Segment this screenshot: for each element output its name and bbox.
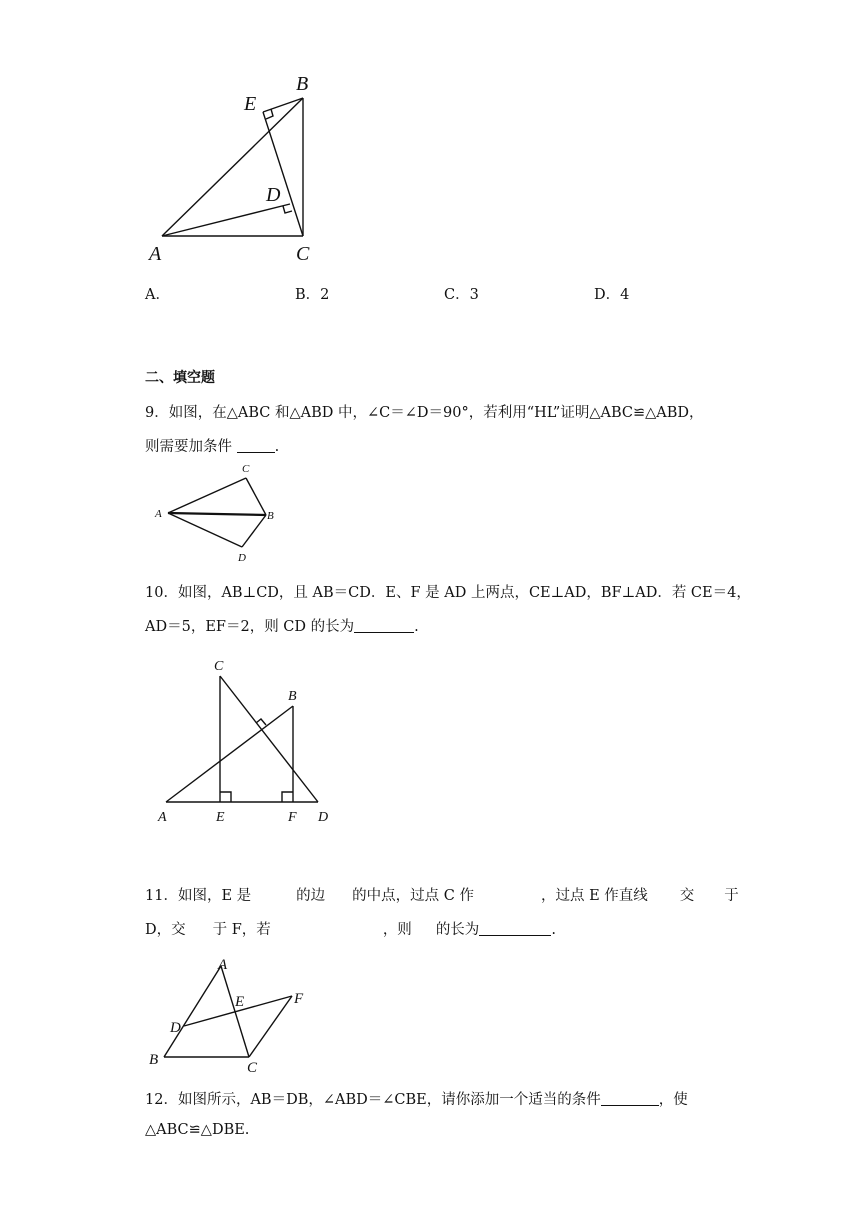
segment-CB [246,478,266,515]
q11-figure [140,950,340,1075]
q11-part-2: 的边 [296,888,326,904]
q10-label-E: E [216,810,225,825]
q11-text-line1 [145,884,739,905]
q9-line2-prefix: 则需要加条件 [145,439,237,455]
q9-label-C: C [242,463,250,475]
q9-answer-blank[interactable] [237,438,275,453]
q10-text-line1: 10．如图，AB⊥CD，且 AB＝CD．E、F 是 AD 上两点，CE⊥AD，BF⊥AD．若 CE＝4， [145,585,751,601]
q12-line1-prefix: 12．如图所示，AB＝DB，∠ABD＝∠CBE，请你添加一个适当的条件 [145,1092,601,1108]
q11-label-C: C [247,1060,258,1076]
q8-label-E: E [244,93,257,115]
q9-label-B: B [267,510,274,522]
segment-AB [162,98,303,236]
segment-AC [168,478,246,513]
q10-label-C: C [214,659,224,674]
q11-label-E: E [235,994,245,1010]
q9-label-D: D [238,552,246,564]
q8-label-D: D [266,184,281,206]
option-c[interactable]: C．3 [444,287,479,303]
right-angle-mark-F [282,792,293,802]
q10-text-line2 [145,615,419,636]
q8-label-A: A [149,243,162,265]
q10-label-F: F [288,810,297,825]
option-a[interactable]: A． [145,287,170,303]
q9-figure [150,460,290,565]
q8-label-C: C [296,243,310,265]
q10-line2-suffix: . [414,619,419,635]
q10-answer-blank[interactable] [354,618,414,633]
q9-line2-suffix: . [274,439,280,455]
q11-label-B: B [149,1052,159,1068]
q11-text-line2 [145,918,556,939]
option-b[interactable]: B．2 [295,287,330,303]
q12-text-line1 [145,1088,688,1109]
section-title: 二、填空题 [145,370,215,386]
q10-label-A: A [158,810,167,825]
segment-DB [242,515,266,547]
q8-label-B: B [296,73,309,95]
q12-text-line2: △ABC≌△DBE. [145,1122,250,1138]
q10-line2-prefix: AD＝5，EF＝2，则 CD 的长为 [145,619,355,635]
right-angle-mark-E [220,792,231,802]
q11-line2-part-3: ，则 [382,922,412,938]
q9-text-line2 [145,435,279,456]
q12-line1-suffix: ，使 [658,1092,688,1108]
option-d[interactable]: D．4 [594,287,630,303]
q10-figure [150,650,350,830]
segment-AB [168,513,266,515]
q11-label-A: A [218,957,228,973]
segment-AD [162,204,290,236]
q9-label-A: A [155,508,162,520]
segment-AD [168,513,242,547]
q11-part-1: 11．如图，E 是 [145,888,252,904]
q11-label-D: D [170,1020,181,1036]
q11-answer-blank[interactable] [479,921,551,936]
q11-part-6: 于 [724,888,739,904]
q11-line2-part-4: 的长为 [435,922,480,938]
segment-AB [164,966,221,1057]
segment-CD [220,676,318,802]
q11-part-4: ，过点 E 作直线 [540,888,648,904]
segment-CE [263,112,303,236]
segment-AB [166,706,293,802]
segment-BE [263,98,303,112]
q11-line2-suffix: . [551,922,556,938]
q10-label-D: D [318,810,329,825]
q11-part-5: 交 [679,888,695,904]
q11-line2-part-2: 于 F，若 [212,922,271,938]
q8-figure [140,70,340,270]
q11-label-F: F [294,991,304,1007]
q9-text-line1: 9．如图，在△ABC 和△ABD 中，∠C＝∠D＝90°，若利用“HL”证明△ABC≌△ABD， [145,405,704,421]
right-angle-mark-D [283,206,292,213]
segment-CF [249,996,292,1057]
q12-answer-blank[interactable] [601,1091,659,1106]
q11-part-3: 的中点，过点 C 作 [352,888,474,904]
q11-line2-part-1: D，交 [145,922,186,938]
q10-label-B: B [288,689,297,704]
